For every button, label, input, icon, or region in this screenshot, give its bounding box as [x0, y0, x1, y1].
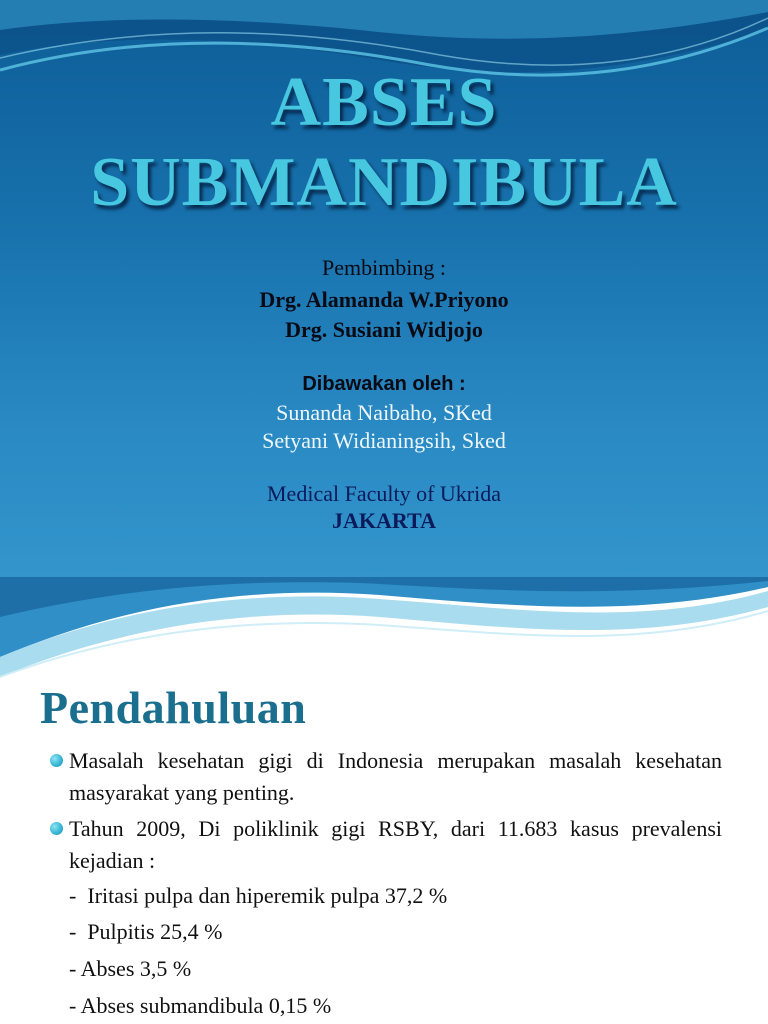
presenter-name-1: Sunanda Naibaho, SKed [276, 400, 492, 425]
list-item: - Abses submandibula 0,15 % [69, 993, 332, 1018]
list-item: - Abses 3,5 % [69, 956, 192, 981]
list-item: - Iritasi pulpa dan hiperemik pulpa 37,2 % [69, 883, 448, 908]
bullet-item [50, 813, 722, 877]
institution: Medical Faculty of Ukrida [267, 481, 501, 506]
title-line-2: SUBMANDIBULA [90, 144, 678, 221]
slide-heading: Pendahuluan [40, 682, 307, 733]
wave-decoration [0, 577, 768, 687]
content-slide [0, 577, 768, 1024]
bullet-text: Tahun 2009, Di poliklinik gigi RSBY, dari 11.683 kasus prevalensi kejadian : [69, 816, 722, 873]
bullet-text: Masalah kesehatan gigi di Indonesia merupakan masalah kesehatan masyarakat yang penting. [69, 748, 722, 805]
advisor-name-1: Drg. Alamanda W.Priyono [259, 287, 509, 312]
presenter-label: Dibawakan oleh : [302, 373, 466, 395]
bullet-item [50, 745, 722, 809]
presenter-name-2: Setyani Widianingsih, Sked [262, 428, 506, 453]
advisor-name-2: Drg. Susiani Widjojo [285, 317, 483, 342]
advisor-label: Pembimbing : [321, 255, 447, 280]
bullet-icon [50, 754, 63, 767]
bullet-icon [50, 822, 63, 835]
title-line-1: ABSES [270, 64, 498, 141]
city: JAKARTA [332, 508, 436, 533]
list-item: - Pulpitis 25,4 % [69, 919, 223, 944]
